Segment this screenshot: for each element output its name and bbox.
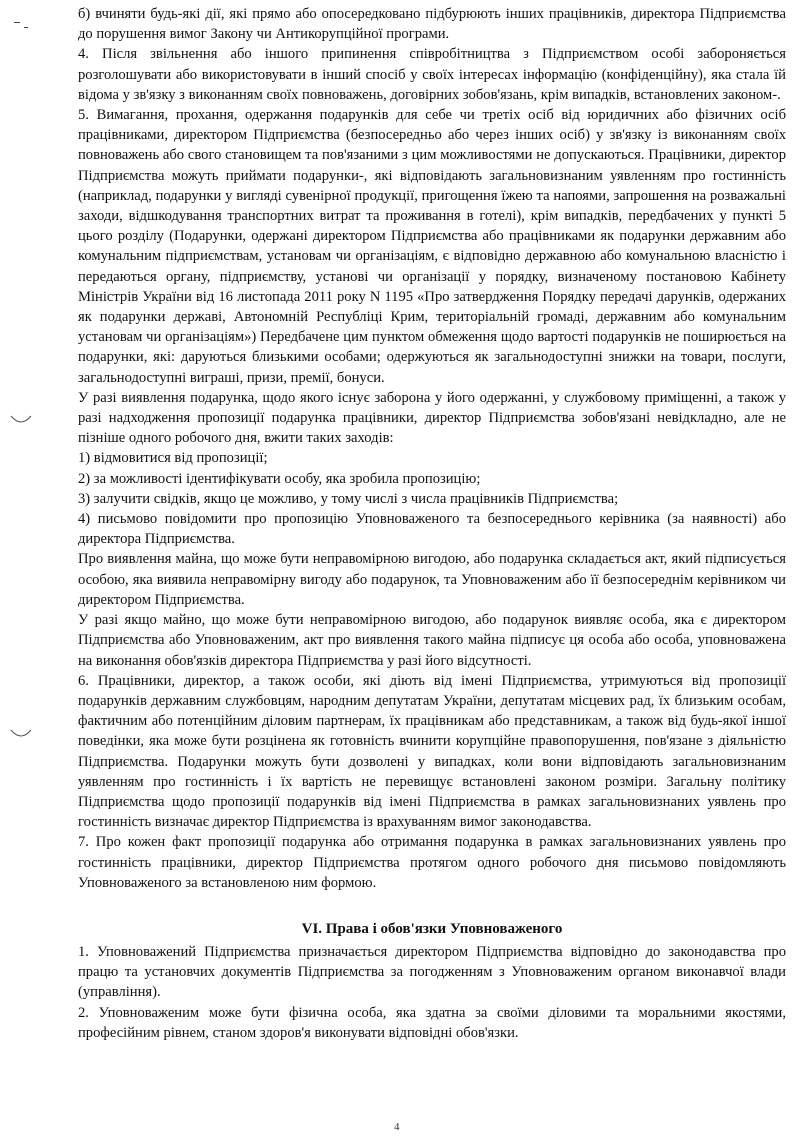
paragraph: 2. Уповноваженим може бути фізична особа, яка здатна за своїми діловими та моральними якостями, професійним рівнем, станом здоров'я виконувати відповідні обов'язки. bbox=[78, 1004, 786, 1041]
paragraph: 4. Після звільнення або іншого припинення співробітництва з Підприємством особі забороняється розголошувати або використовувати в інший спосіб у своїх інтересах інформацію (конфіденційну), яка стала їй відома у зв'язку з виконанням своїх повноважень, договірних зобов'язань, крім випадків, встановлених законом-. bbox=[78, 46, 786, 103]
paragraph: 6. Працівники, директор, а також особи, які діють від імені Підприємства, утримуються від пропозиції подарунків державним службовцям, народним депутатам України, депутатам місцевих рад, їх близьким особам, фактичним або потенційним діловим партнерам, їх працівникам або представникам, а також від будь-якої іншої поведінки, яка може бути розцінена як готовність вчинити корупційне правопорушення, пов'язане з діяльністю Підприємства. Подарунки можуть бути дозволені у випадках, коли вони відповідають загальновизнаним уявленням про гостинність і їх вартість не перевищує встановлені законом розміри. Загальну політику Підприємства щодо пропозиції подарунків від імені Підприємства в рамках загальновизнаних уявлень про гостинність визначає директор Підприємства із врахуванням вимог законодавства. bbox=[78, 672, 786, 831]
punch-hole-mark bbox=[10, 414, 32, 426]
paragraph: У разі виявлення подарунка, щодо якого існує заборона у його одержанні, у службовому приміщенні, а також у разі надходження пропозиції подарунка працівники, директор Підприємства зобов'язані невідкладно, але не пізніше одного робочого дня, вжити таких заходів: bbox=[78, 389, 786, 447]
paragraph: 7. Про кожен факт пропозиції подарунка або отримання подарунка в рамках загальновизнаних уявлень про гостинність працівники, директор Підприємства протягом одного робочого дня письмово повідомляють Уповноваженого за встановленою ним формою. bbox=[78, 834, 786, 891]
paragraph: 1. Уповноважений Підприємства призначається директором Підприємства відповідно до законодавства про працю та установчих документів Підприємства за погодженням з Уповноваженим органом виконавчої влади (управління). bbox=[78, 943, 786, 1001]
scan-mark bbox=[14, 22, 20, 23]
paragraph: Про виявлення майна, що може бути неправомірною вигодою, або подарунка складається акт, який підписується особою, яка виявила неправомірну вигоду або подарунок, та Уповноваженим або її безпосереднім керівником чи директором Підприємства. bbox=[78, 551, 786, 608]
scan-mark bbox=[24, 27, 28, 28]
document-body bbox=[78, 4, 786, 1043]
list-item: 4) письмово повідомити про пропозицію Уповноваженого та безпосереднього керівника (за наявності) або директора Підприємства. bbox=[78, 511, 786, 548]
paragraph: б) вчиняти будь-які дії, які прямо або опосередковано підбурюють інших працівників, директора Підприємства до порушення вимог Закону чи Антикорупційної програми. bbox=[78, 6, 786, 43]
paragraph: 5. Вимагання, прохання, одержання подарунків для себе чи третіх осіб від юридичних або фізичних осіб працівниками, директором Підприємства (безпосередньо або через інших осіб) у зв'язку із виконанням своїх повноважень або свого становищем та пов'язаними з цим можливостями не допускаються. Працівники, директор Підприємства можуть приймати подарунки-, які відповідають загальновизнаним уявленням про гостинність (наприклад, подарунки у вигляді сувенірної продукції, пригощення їжею та напоями, запрошення на розважальні заходи, відшкодування транспортних витрат та проживання в готелі), крім випадків, передбачених у пункті 5 цього розділу (Подарунки, одержані директором Підприємства або працівниками як подарунки державним або комунальним підприємствам, установам чи організаціям, є відповідно державною або комунальною власністю і передаються органу, підприємству, установі чи організації у порядку, визначеному постановою Кабінету Міністрів України від 16 листопада 2011 року N 1195 «Про затвердження Порядку передачі дарунків, одержаних як подарунки державі, Автономній Республіці Крим, територіальній громаді, державним або комунальним установам чи організаціям») Передбачене цим пунктом обмеження щодо вартості подарунків не поширюється на подарунки, які: даруються близькими особами; одержуються як загальнодоступні знижки на товари, послуги, загальнодоступні виграші, призи, премії, бонуси. bbox=[78, 107, 786, 386]
list-item: 3) залучити свідків, якщо це можливо, у тому числі з числа працівників Підприємства; bbox=[78, 490, 619, 507]
page-number: 4 bbox=[394, 1121, 400, 1133]
section-heading: VI. Права і обов'язки Уповноваженого bbox=[301, 920, 563, 937]
punch-hole-mark bbox=[10, 728, 32, 740]
list-item: 2) за можливості ідентифікувати особу, яка зробила пропозицію; bbox=[78, 470, 481, 487]
paragraph: У разі якщо майно, що може бути неправомірною вигодою, або подарунок виявляє особа, яка є директором Підприємства або Уповноваженим, акт про виявлення такого майна підписує ця особа або особа, уповноважена на виконання обов'язків директора Підприємства у разі його відсутності. bbox=[78, 612, 786, 669]
list-item: 1) відмовитися від пропозиції; bbox=[78, 450, 268, 467]
